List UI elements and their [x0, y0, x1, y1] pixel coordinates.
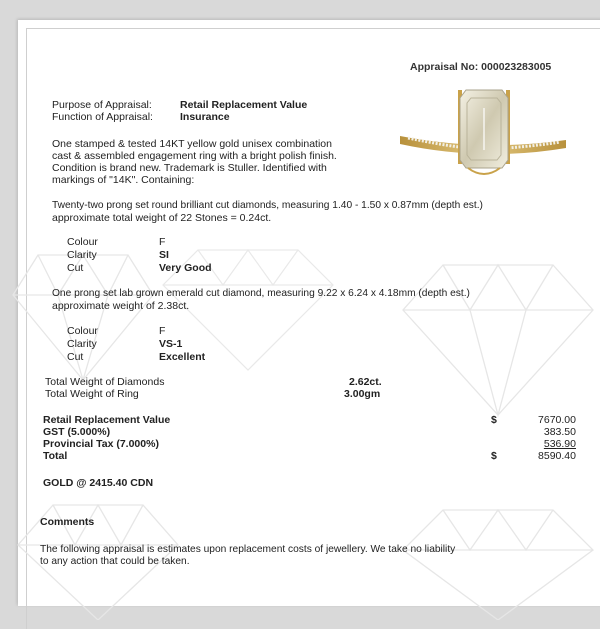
purpose-label: Purpose of Appraisal: — [52, 99, 152, 111]
side-colour-value: F — [159, 236, 166, 248]
diamond-weight-value: 2.62ct. — [349, 376, 382, 388]
ring-description-line: One stamped & tested 14KT yellow gold unisex combination — [52, 138, 332, 150]
gst-value: 383.50 — [543, 426, 576, 438]
center-cut-label: Cut — [67, 351, 84, 363]
provincial-tax-value: 536.90 — [543, 438, 576, 450]
side-stones-description: Twenty-two prong set round brilliant cut diamonds, measuring 1.40 - 1.50 x 0.87mm (depth est.) — [52, 200, 483, 211]
center-colour-value: F — [159, 325, 166, 337]
gold-price: GOLD @ 2415.40 CDN — [43, 477, 154, 489]
side-stones-weight: approximate total weight of 22 Stones = 0.24ct. — [52, 212, 272, 224]
side-cut-label: Cut — [67, 262, 84, 274]
comments-line: The following appraisal is estimates upon replacement costs of jewellery. We take no liability — [40, 544, 456, 555]
side-cut-value: Very Good — [159, 262, 212, 274]
total-value: 8590.40 — [538, 450, 576, 462]
provincial-tax-label: Provincial Tax (7.000%) — [43, 438, 159, 450]
center-stone-description: One prong set lab grown emerald cut diamond, measuring 9.22 x 6.24 x 4.18mm (depth est.) — [52, 288, 470, 299]
function-label: Function of Appraisal: — [52, 111, 153, 123]
ring-weight-value: 3.00gm — [344, 388, 381, 400]
center-clarity-label: Clarity — [67, 338, 97, 350]
center-colour-label: Colour — [67, 325, 98, 337]
center-clarity-value: VS-1 — [159, 338, 183, 350]
retail-currency: $ — [491, 414, 497, 426]
ring-description-line: Condition is brand new. Trademark is Stuller. Identified with — [52, 162, 327, 174]
gst-label: GST (5.000%) — [43, 426, 111, 438]
center-cut-value: Excellent — [159, 351, 206, 363]
total-currency: $ — [491, 450, 497, 462]
retail-value-label: Retail Replacement Value — [43, 414, 171, 426]
function-value: Insurance — [180, 111, 230, 123]
comments-line: to any action that could be taken. — [40, 556, 190, 567]
comments-heading: Comments — [40, 516, 95, 528]
side-clarity-label: Clarity — [67, 249, 97, 261]
appraisal-sheet — [18, 20, 600, 606]
retail-value: 7670.00 — [538, 414, 576, 426]
purpose-value: Retail Replacement Value — [180, 99, 308, 111]
ring-weight-label: Total Weight of Ring — [45, 388, 139, 400]
total-label: Total — [43, 450, 68, 462]
side-colour-label: Colour — [67, 236, 98, 248]
emerald-cut-diamond-ring-icon — [398, 88, 568, 198]
side-clarity-value: SI — [159, 249, 169, 261]
diamond-weight-label: Total Weight of Diamonds — [45, 376, 165, 388]
ring-description-line: cast & assembled engagement ring with a bright polish finish. — [52, 150, 337, 162]
center-stone-weight: approximate weight of 2.38ct. — [52, 300, 190, 312]
ring-description-line: markings of "14K". Containing: — [52, 174, 195, 186]
appraisal-number: Appraisal No: 000023283005 — [410, 61, 552, 73]
